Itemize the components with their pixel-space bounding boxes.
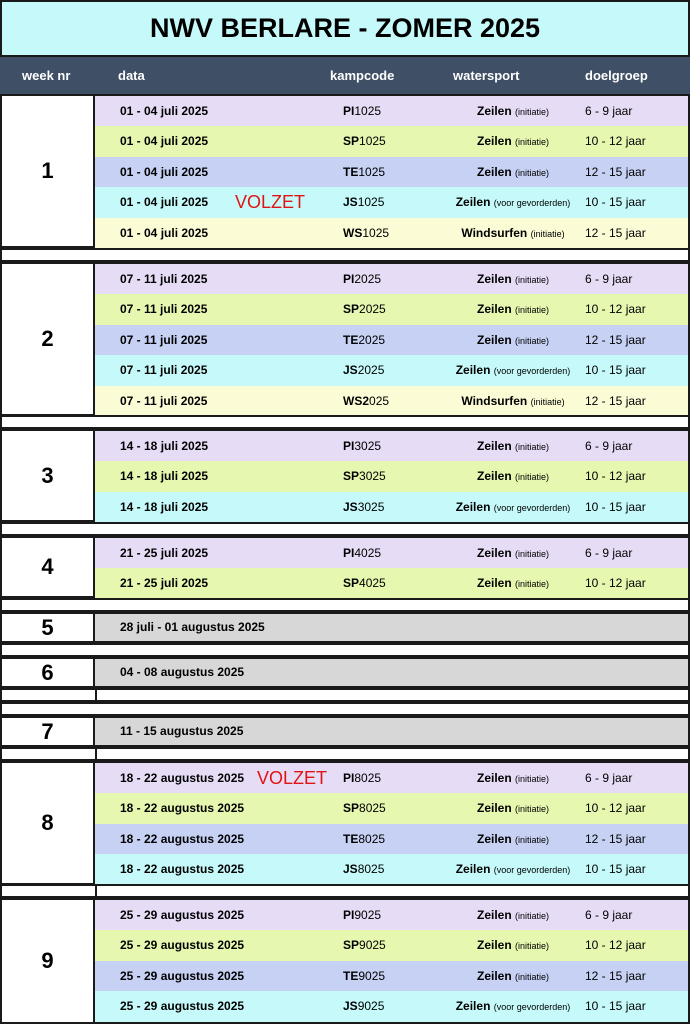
camp-code [343,538,381,568]
camp-date: 18 - 22 augustus 2025 [120,862,245,877]
camp-code-number: 9025 [359,938,386,953]
watersport [428,763,598,793]
watersport [428,386,598,416]
week-number: 1 [2,96,95,246]
week-block [0,761,690,885]
watersport [428,793,598,823]
camp-code [343,991,384,1021]
watersport-level: (initiatie) [515,579,550,590]
watersport-level: (initiatie) [515,941,550,952]
camp-code [343,431,381,461]
header-data: data [118,68,145,83]
spacer-row [0,643,690,657]
camp-date: 14 - 18 juli 2025 [120,499,209,514]
camp-code-number: 1025 [354,104,382,118]
camp-date: 18 - 22 augustus 2025 [120,801,245,816]
camp-row [95,187,688,217]
watersport-level: (initiatie) [515,834,550,845]
closed-week-row [95,614,688,641]
table-header [0,57,690,94]
camp-code-number: 2025 [359,302,386,317]
spacer-row [0,702,690,716]
watersport-level: (voor gevorderden) [493,1002,571,1013]
camp-date: 01 - 04 juli 2025 [120,195,209,210]
spacer-row [0,522,690,536]
volzet-label: VOLZET [235,192,306,213]
camp-code-number: 8025 [358,831,386,846]
watersport-name: Zeilen [476,968,515,983]
camp-code-number: 8025 [359,801,386,816]
camp-row [95,538,688,568]
watersport [428,218,598,248]
camp-date: 18 - 22 augustus 2025 [120,771,245,785]
camp-code-prefix: PI [343,546,355,560]
camp-code [343,218,389,248]
volzet-label: VOLZET [257,768,328,788]
camp-code [343,568,386,598]
closed-week-date: 04 - 08 augustus 2025 [120,665,245,679]
camp-code-number: 4025 [359,576,386,591]
watersport-level: (voor gevorderden) [493,198,571,209]
watersport-name: Zeilen [476,546,515,560]
camp-date: 07 - 11 juli 2025 [120,272,208,286]
camp-date: 01 - 04 juli 2025 [120,225,209,240]
camp-code-number: 3025 [354,439,382,453]
watersport-level: (initiatie) [515,442,550,452]
watersport [428,157,598,187]
watersport [428,492,598,522]
target-group: 10 - 12 jaar [585,801,646,816]
camp-row [95,854,688,884]
camp-code-prefix: PI [343,272,355,286]
watersport-name: Zeilen [476,938,515,953]
camp-row [95,824,688,854]
camp-row [95,386,688,416]
camp-row [95,900,688,930]
header-watersport: watersport [453,68,520,83]
target-group: 6 - 9 jaar [585,908,633,922]
watersport [428,961,598,991]
spacer-divider [95,886,97,896]
target-group: 10 - 15 jaar [585,195,646,210]
camp-code [343,900,381,930]
header-week: week nr [22,68,71,83]
watersport-name: Zeilen [476,908,515,922]
camp-code [343,961,385,991]
target-group: 6 - 9 jaar [585,439,633,453]
watersport-level: (voor gevorderden) [493,502,571,513]
week-block [0,429,690,522]
camp-code [343,763,381,793]
camp-code [343,492,384,522]
camp-row [95,96,688,126]
camp-row [95,991,688,1021]
camp-code [343,264,381,294]
watersport [428,991,598,1021]
camp-code-prefix: JS [343,999,358,1014]
watersport [428,431,598,461]
camp-code-number: 1025 [357,195,385,210]
camp-date: 18 - 22 augustus 2025 [120,831,245,846]
watersport [428,126,598,156]
camp-row [95,355,688,385]
watersport-level: (initiatie) [515,804,550,815]
watersport-name: Zeilen [476,134,515,149]
spacer-divider [95,749,97,759]
camp-code [343,824,385,854]
week-block [0,536,690,598]
target-group: 12 - 15 jaar [585,225,646,240]
target-group: 12 - 15 jaar [585,332,646,347]
week-block [0,94,690,248]
watersport-name: Zeilen [476,469,515,484]
week-number: 8 [2,763,95,883]
watersport-name: Windsurfen [461,225,531,240]
camp-code-prefix: TE [343,164,359,179]
camp-date: 25 - 29 augustus 2025 [120,938,245,953]
camp-code-prefix: SP [343,801,360,816]
spacer-row [0,415,690,429]
camp-date: 25 - 29 augustus 2025 [120,999,245,1014]
header-kampcode: kampcode [330,68,395,83]
camp-code-number: 1025 [358,164,386,179]
week-block [0,657,690,688]
camp-date: 14 - 18 juli 2025 [120,439,209,453]
camp-code [343,930,386,960]
week-number: 5 [2,614,95,641]
watersport-level: (initiatie) [515,167,550,178]
camp-code-number: 2025 [354,272,382,286]
camp-row [95,568,688,598]
target-group: 6 - 9 jaar [585,546,633,560]
camp-date: 14 - 18 juli 2025 [120,469,209,484]
camp-row [95,431,688,461]
camp-code [343,461,386,491]
camp-code-prefix: WS [343,225,363,240]
target-group: 6 - 9 jaar [585,771,633,785]
camp-row [95,492,688,522]
watersport-name: Zeilen [476,104,515,118]
spacer-divider [95,690,97,700]
target-group: 12 - 15 jaar [585,831,646,846]
target-group: 10 - 12 jaar [585,134,646,149]
camp-row [95,961,688,991]
camp-code-prefix: SP [343,469,360,484]
camp-code-number: 9025 [358,968,386,983]
camp-code-prefix: PI [343,908,355,922]
camp-code-number: 3025 [357,499,385,514]
target-group: 10 - 12 jaar [585,302,646,317]
watersport-level: (voor gevorderden) [493,366,571,377]
camp-code [343,355,384,385]
camp-code-prefix: TE [343,968,359,983]
camp-code-number: 9025 [357,999,385,1014]
week-block [0,898,690,1024]
watersport-level: (initiatie) [515,549,550,559]
watersport-level: (voor gevorderden) [493,865,571,876]
camp-date: 07 - 11 juli 2025 [120,363,208,378]
watersport-name: Zeilen [476,576,515,591]
watersport [428,824,598,854]
watersport-level: (initiatie) [515,911,550,921]
watersport [428,538,598,568]
closed-week-row [95,718,688,745]
closed-week-date: 11 - 15 augustus 2025 [120,724,244,738]
watersport-name: Zeilen [476,771,515,785]
watersport-level: (initiatie) [515,774,550,784]
week-number: 7 [2,718,95,745]
watersport [428,568,598,598]
closed-week-row [95,659,688,686]
target-group: 12 - 15 jaar [585,164,646,179]
camp-code-number: 025 [369,393,390,408]
camp-row [95,793,688,823]
camp-code-prefix: WS2 [343,393,370,408]
camp-code-prefix: SP [343,576,360,591]
week-number: 9 [2,900,95,1022]
closed-week-date: 28 juli - 01 augustus 2025 [120,620,265,634]
spacer-row [0,688,690,702]
camp-code-number: 2025 [357,363,385,378]
camp-row [95,325,688,355]
target-group: 10 - 15 jaar [585,363,646,378]
watersport-name: Zeilen [476,272,515,286]
spacer-row [0,248,690,262]
watersport-level: (initiatie) [515,971,550,982]
camp-code [343,126,386,156]
camp-row [95,126,688,156]
camp-row [95,157,688,187]
week-block [0,612,690,643]
target-group: 10 - 15 jaar [585,999,646,1014]
target-group: 12 - 15 jaar [585,968,646,983]
camp-date: 01 - 04 juli 2025 [120,104,209,118]
camp-row [95,461,688,491]
watersport-level: (initiatie) [515,305,550,316]
watersport [428,294,598,324]
camp-row [95,763,688,793]
camp-date: 01 - 04 juli 2025 [120,134,209,149]
watersport-name: Zeilen [455,195,494,210]
watersport-name: Zeilen [455,363,494,378]
watersport-name: Zeilen [455,999,494,1014]
camp-date: 25 - 29 augustus 2025 [120,908,245,922]
camp-row [95,294,688,324]
camp-row [95,218,688,248]
watersport [428,461,598,491]
camp-code-prefix: SP [343,134,360,149]
spacer-row [0,884,690,898]
watersport-level: (initiatie) [530,228,565,239]
watersport [428,187,598,217]
camp-code-number: 2025 [358,332,386,347]
camp-code [343,187,384,217]
watersport-name: Zeilen [455,862,494,877]
camp-date: 21 - 25 juli 2025 [120,546,209,560]
watersport [428,900,598,930]
target-group: 6 - 9 jaar [585,104,633,118]
camp-code [343,96,381,126]
page-title: NWV BERLARE - ZOMER 2025 [0,0,690,57]
camp-code [343,386,389,416]
camp-code-number: 1025 [362,225,390,240]
target-group: 10 - 12 jaar [585,469,646,484]
watersport [428,854,598,884]
target-group: 10 - 15 jaar [585,862,646,877]
week-number: 2 [2,264,95,414]
camp-code-prefix: TE [343,831,359,846]
camp-date: 07 - 11 juli 2025 [120,332,208,347]
watersport [428,930,598,960]
watersport-level: (initiatie) [515,137,550,148]
week-number: 3 [2,431,95,520]
watersport-name: Zeilen [476,164,515,179]
header-doelgroep: doelgroep [585,68,648,83]
target-group: 6 - 9 jaar [585,272,633,286]
camp-code-number: 3025 [359,469,386,484]
camp-row [95,930,688,960]
watersport-name: Zeilen [476,439,515,453]
camp-code [343,294,386,324]
camp-row [95,264,688,294]
week-block [0,262,690,416]
camp-code-prefix: JS [343,363,358,378]
camp-code-prefix: SP [343,302,360,317]
camp-code-number: 9025 [354,908,382,922]
target-group: 10 - 15 jaar [585,499,646,514]
watersport-level: (initiatie) [515,275,550,285]
watersport-name: Zeilen [476,801,515,816]
week-number: 6 [2,659,95,686]
camp-code-prefix: JS [343,862,358,877]
camp-code-prefix: SP [343,938,360,953]
watersport-name: Zeilen [455,499,494,514]
watersport-level: (initiatie) [515,472,550,483]
camp-code [343,325,385,355]
camp-code [343,793,386,823]
spacer-row [0,747,690,761]
watersport-level: (initiatie) [530,396,565,407]
watersport [428,325,598,355]
watersport-level: (initiatie) [515,107,550,117]
camp-date: 07 - 11 juli 2025 [120,302,208,317]
camp-code-prefix: PI [343,771,355,785]
camp-code-number: 8025 [357,862,385,877]
watersport-level: (initiatie) [515,335,550,346]
camp-code-prefix: PI [343,104,355,118]
spacer-row [0,598,690,612]
watersport-name: Zeilen [476,332,515,347]
camp-code-prefix: JS [343,195,358,210]
camp-code-prefix: TE [343,332,359,347]
watersport-name: Zeilen [476,831,515,846]
watersport [428,355,598,385]
camp-code-number: 8025 [354,771,382,785]
watersport [428,96,598,126]
watersport-name: Windsurfen [461,393,531,408]
camp-date: 25 - 29 augustus 2025 [120,968,245,983]
camp-code-number: 4025 [354,546,382,560]
week-block [0,716,690,747]
camp-code-prefix: JS [343,499,358,514]
target-group: 12 - 15 jaar [585,393,646,408]
watersport [428,264,598,294]
camp-code-prefix: PI [343,439,355,453]
watersport-name: Zeilen [476,302,515,317]
target-group: 10 - 12 jaar [585,938,646,953]
week-number: 4 [2,538,95,596]
camp-date: 07 - 11 juli 2025 [120,393,208,408]
target-group: 10 - 12 jaar [585,576,646,591]
camp-code [343,157,385,187]
camp-date: 01 - 04 juli 2025 [120,164,209,179]
camp-code-number: 1025 [359,134,386,149]
camp-date: 21 - 25 juli 2025 [120,576,209,591]
camp-code [343,854,384,884]
